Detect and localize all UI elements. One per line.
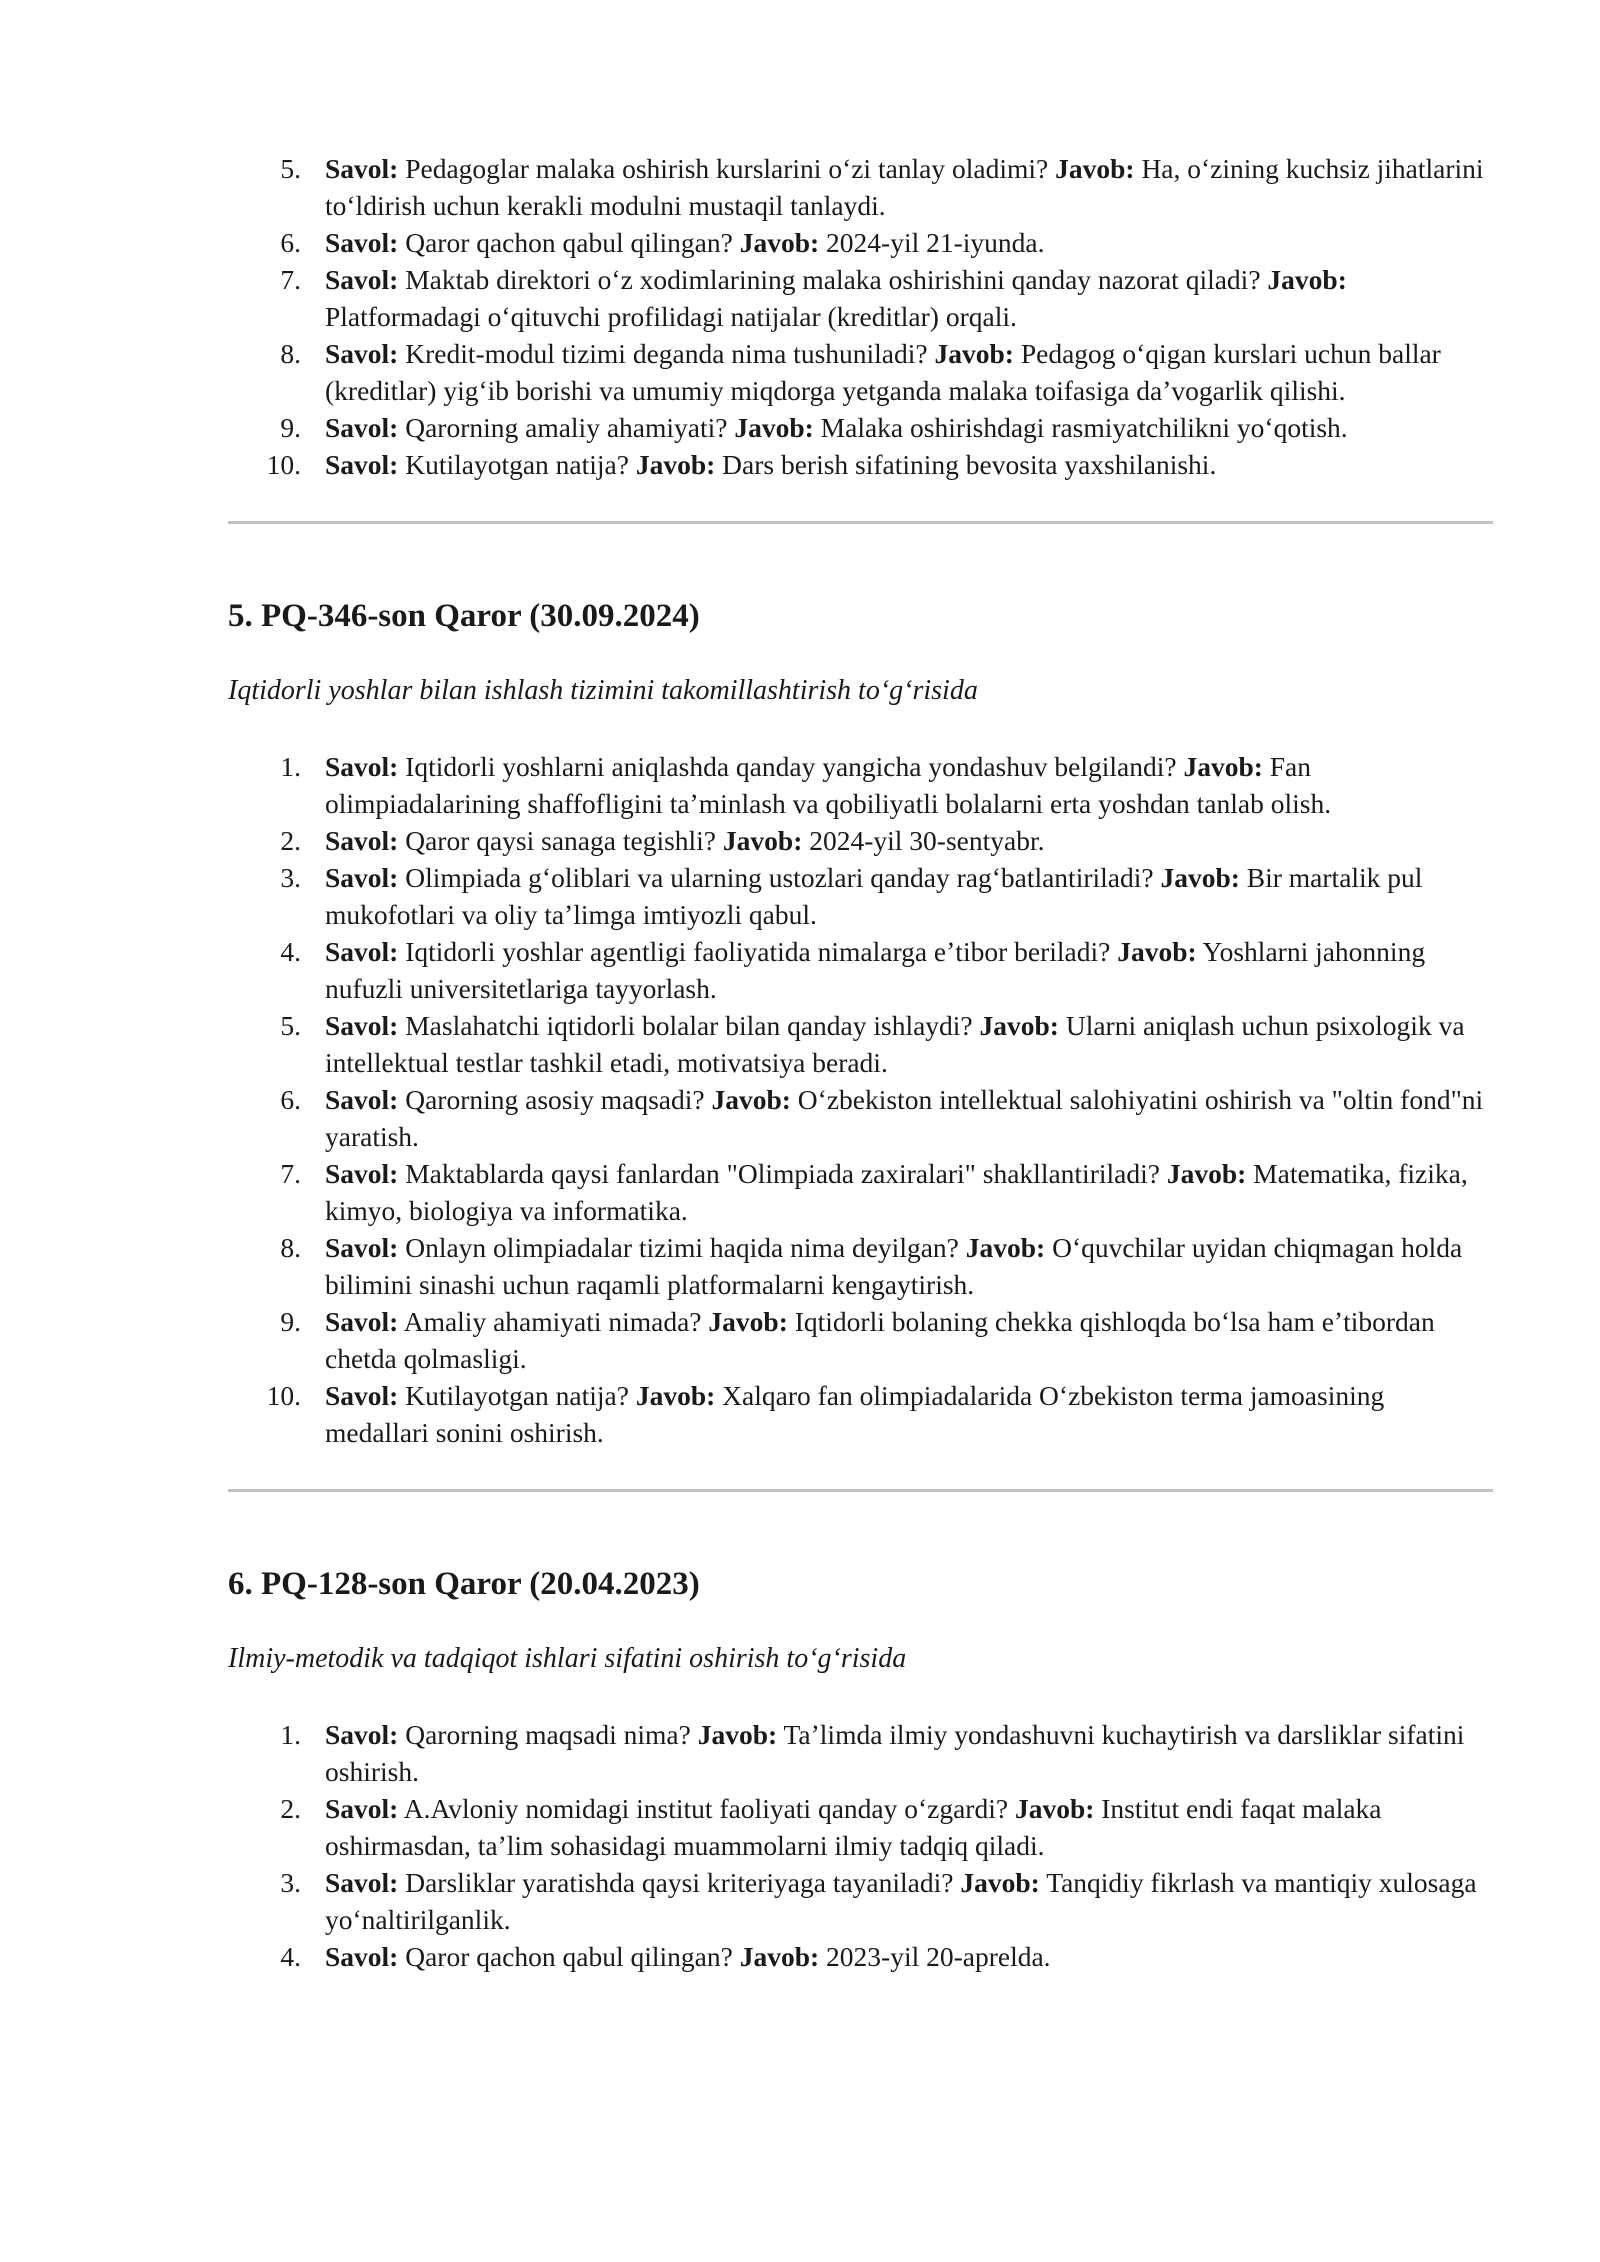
question-text: Darsliklar yaratishda qaysi kriteriyaga tayaniladi? (405, 1867, 954, 1898)
section-subtitle: Ilmiy-metodik va tadqiqot ishlari sifatini oshirish toʻgʻrisida (228, 1643, 907, 1674)
document-page (228, 150, 1493, 1975)
question-text: Olimpiada gʻoliblari va ularning ustozlari qanday ragʻbatlantiriladi? (405, 862, 1154, 893)
answer-text: Oʻzbekiston intellektual salohiyatini oshirish va "oltin fond"ni yaratish. (325, 1084, 1484, 1152)
item-number: 5. (280, 1010, 301, 1041)
question-label: Savol: (325, 412, 399, 443)
list-item (228, 822, 1493, 859)
question-label: Savol: (325, 449, 399, 480)
item-number: 9. (280, 412, 301, 443)
question-text: Qarorning asosiy maqsadi? (405, 1084, 705, 1115)
answer-text: Iqtidorli bolaning chekka qishloqda boʻlsa ham eʼtibordan chetda qolmasligi. (325, 1306, 1435, 1374)
answer-label: Javob: (1055, 153, 1135, 184)
answer-label: Javob: (1267, 264, 1347, 295)
answer-label: Javob: (697, 1719, 778, 1750)
answer-text: 2024-yil 30-sentyabr. (809, 825, 1045, 856)
answer-label: Javob: (734, 412, 814, 443)
question-text: Kredit-modul tizimi deganda nima tushuniladi? (405, 338, 928, 369)
qa-list (228, 748, 1493, 1451)
list-item (228, 933, 1493, 1007)
section-divider (228, 1489, 1493, 1492)
question-label: Savol: (325, 1158, 399, 1189)
question-text: Qarorning amaliy ahamiyati? (405, 412, 728, 443)
list-item (228, 1229, 1493, 1303)
answer-text: Yoshlarni jahonning nufuzli universitetlariga tayyorlash. (325, 936, 1426, 1004)
answer-label: Javob: (934, 338, 1014, 369)
list-item (228, 1155, 1493, 1229)
list-item (228, 1716, 1493, 1790)
item-number: 10. (266, 1380, 301, 1411)
list-item (228, 1377, 1493, 1451)
question-text: Maslahatchi iqtidorli bolalar bilan qanday ishlaydi? (405, 1010, 973, 1041)
answer-text: Oʻquvchilar uyidan chiqmagan holda bilimini sinashi uchun raqamli platformalarni kengaytirish. (325, 1232, 1463, 1300)
question-label: Savol: (325, 1084, 399, 1115)
answer-label: Javob: (960, 1867, 1040, 1898)
item-number: 8. (280, 338, 301, 369)
answer-label: Javob: (965, 1232, 1046, 1263)
item-number: 7. (280, 1158, 301, 1189)
question-label: Savol: (325, 936, 399, 967)
answer-label: Javob: (1160, 862, 1240, 893)
list-item (228, 409, 1493, 446)
item-number: 1. (280, 1719, 301, 1750)
answer-text: Dars berish sifatining bevosita yaxshilanishi. (722, 449, 1217, 480)
item-number: 3. (280, 1867, 301, 1898)
answer-text: 2023-yil 20-aprelda. (826, 1941, 1051, 1972)
question-text: Iqtidorli yoshlar agentligi faoliyatida nimalarga eʼtibor beriladi? (405, 936, 1111, 967)
question-label: Savol: (325, 862, 399, 893)
item-number: 2. (280, 825, 301, 856)
question-text: Qaror qaysi sanaga tegishli? (405, 825, 717, 856)
section-title: 6. PQ-128-son Qaror (20.04.2023) (228, 1566, 700, 1602)
question-text: Kutilayotgan natija? (405, 1380, 629, 1411)
answer-label: Javob: (739, 227, 820, 258)
list-item (228, 446, 1493, 483)
answer-label: Javob: (635, 1380, 716, 1411)
answer-text: Taʼlimda ilmiy yondashuvni kuchaytirish va darsliklar sifatini oshirish. (325, 1719, 1465, 1787)
question-label: Savol: (325, 1232, 399, 1263)
question-label: Savol: (325, 1380, 399, 1411)
answer-text: Institut endi faqat malaka oshirmasdan, taʼlim sohasidagi muammolarni ilmiy tadqiq qiladi. (325, 1793, 1382, 1861)
answer-text: Platformadagi oʻqituvchi profilidagi natijalar (kreditlar) orqali. (325, 301, 1017, 332)
section-divider (228, 521, 1493, 524)
question-text: Qaror qachon qabul qilingan? (405, 227, 733, 258)
answer-text: Fan olimpiadalarining shaffofligini taʼminlash va qobiliyatli bolalarni erta yoshdan tanlab olish. (325, 751, 1332, 819)
answer-label: Javob: (979, 1010, 1059, 1041)
list-item (228, 1081, 1493, 1155)
answer-text: Bir martalik pul mukofotlari va oliy taʼlimga imtiyozli qabul. (325, 862, 1423, 930)
question-label: Savol: (325, 227, 399, 258)
item-number: 6. (280, 1084, 301, 1115)
list-item (228, 748, 1493, 822)
question-text: Kutilayotgan natija? (405, 449, 629, 480)
answer-text: Pedagog oʻqigan kurslari uchun ballar (kreditlar) yigʻib borishi va umumiy miqdorga yetganda malaka toifasiga daʼvogarlik qilishi. (325, 338, 1441, 406)
answer-label: Javob: (1166, 1158, 1247, 1189)
answer-label: Javob: (1117, 936, 1197, 967)
question-label: Savol: (325, 1719, 399, 1750)
item-number: 2. (280, 1793, 301, 1824)
item-number: 3. (280, 862, 301, 893)
answer-label: Javob: (1014, 1793, 1095, 1824)
question-text: Maktab direktori oʻz xodimlarining malaka oshirishini qanday nazorat qiladi? (405, 264, 1261, 295)
answer-text: Malaka oshirishdagi rasmiyatchilikni yoʻqotish. (820, 412, 1348, 443)
question-label: Savol: (325, 153, 399, 184)
question-text: A.Avloniy nomidagi institut faoliyati qanday oʻzgardi? (403, 1793, 1009, 1824)
item-number: 1. (280, 751, 301, 782)
list-item (228, 1303, 1493, 1377)
list-item (228, 335, 1493, 409)
question-label: Savol: (325, 751, 399, 782)
answer-label: Javob: (739, 1941, 820, 1972)
answer-text: Xalqaro fan olimpiadalarida Oʻzbekiston terma jamoasining medallari sonini oshirish. (325, 1380, 1385, 1448)
item-number: 6. (280, 227, 301, 258)
question-text: Pedagoglar malaka oshirish kurslarini oʻzi tanlay oladimi? (405, 153, 1049, 184)
question-label: Savol: (325, 1941, 399, 1972)
list-item (228, 1007, 1493, 1081)
item-number: 8. (280, 1232, 301, 1263)
answer-label: Javob: (635, 449, 716, 480)
question-text: Iqtidorli yoshlarni aniqlashda qanday yangicha yondashuv belgilandi? (405, 751, 1177, 782)
question-text: Maktablarda qaysi fanlardan "Olimpiada zaxiralari" shakllantiriladi? (405, 1158, 1160, 1189)
section-subtitle: Iqtidorli yoshlar bilan ishlash tizimini takomillashtirish toʻgʻrisida (228, 675, 978, 706)
answer-label: Javob: (722, 825, 803, 856)
answer-text: Ha, oʻzining kuchsiz jihatlarini toʻldirish uchun kerakli modulni mustaqil tanlaydi. (325, 153, 1484, 221)
item-number: 4. (280, 936, 301, 967)
answer-text: Ularni aniqlash uchun psixologik va intellektual testlar tashkil etadi, motivatsiya beradi. (325, 1010, 1465, 1078)
item-number: 5. (280, 153, 301, 184)
answer-text: Tanqidiy fikrlash va mantiqiy xulosaga yoʻnaltirilganlik. (325, 1867, 1477, 1935)
list-item (228, 261, 1493, 335)
answer-text: 2024-yil 21-iyunda. (826, 227, 1045, 258)
list-item (228, 1938, 1493, 1975)
list-item (228, 1864, 1493, 1938)
answer-label: Javob: (1183, 751, 1263, 782)
list-item (228, 859, 1493, 933)
question-label: Savol: (325, 1867, 399, 1898)
item-number: 9. (280, 1306, 301, 1337)
answer-label: Javob: (708, 1306, 788, 1337)
item-number: 7. (280, 264, 301, 295)
question-label: Savol: (325, 338, 399, 369)
question-text: Qaror qachon qabul qilingan? (405, 1941, 733, 1972)
qa-list (228, 150, 1493, 483)
question-text: Amaliy ahamiyati nimada? (403, 1306, 702, 1337)
question-label: Savol: (325, 1010, 399, 1041)
list-item (228, 1790, 1493, 1864)
section-title: 5. PQ-346-son Qaror (30.09.2024) (228, 598, 700, 634)
answer-text: Matematika, fizika, kimyo, biologiya va informatika. (325, 1158, 1468, 1226)
question-text: Onlayn olimpiadalar tizimi haqida nima deyilgan? (405, 1232, 959, 1263)
question-label: Savol: (325, 1793, 399, 1824)
question-text: Qarorning maqsadi nima? (405, 1719, 691, 1750)
item-number: 4. (280, 1941, 301, 1972)
list-item (228, 224, 1493, 261)
qa-list (228, 1716, 1493, 1975)
question-label: Savol: (325, 1306, 399, 1337)
list-item (228, 150, 1493, 224)
item-number: 10. (266, 449, 301, 480)
answer-label: Javob: (711, 1084, 791, 1115)
question-label: Savol: (325, 825, 399, 856)
question-label: Savol: (325, 264, 399, 295)
